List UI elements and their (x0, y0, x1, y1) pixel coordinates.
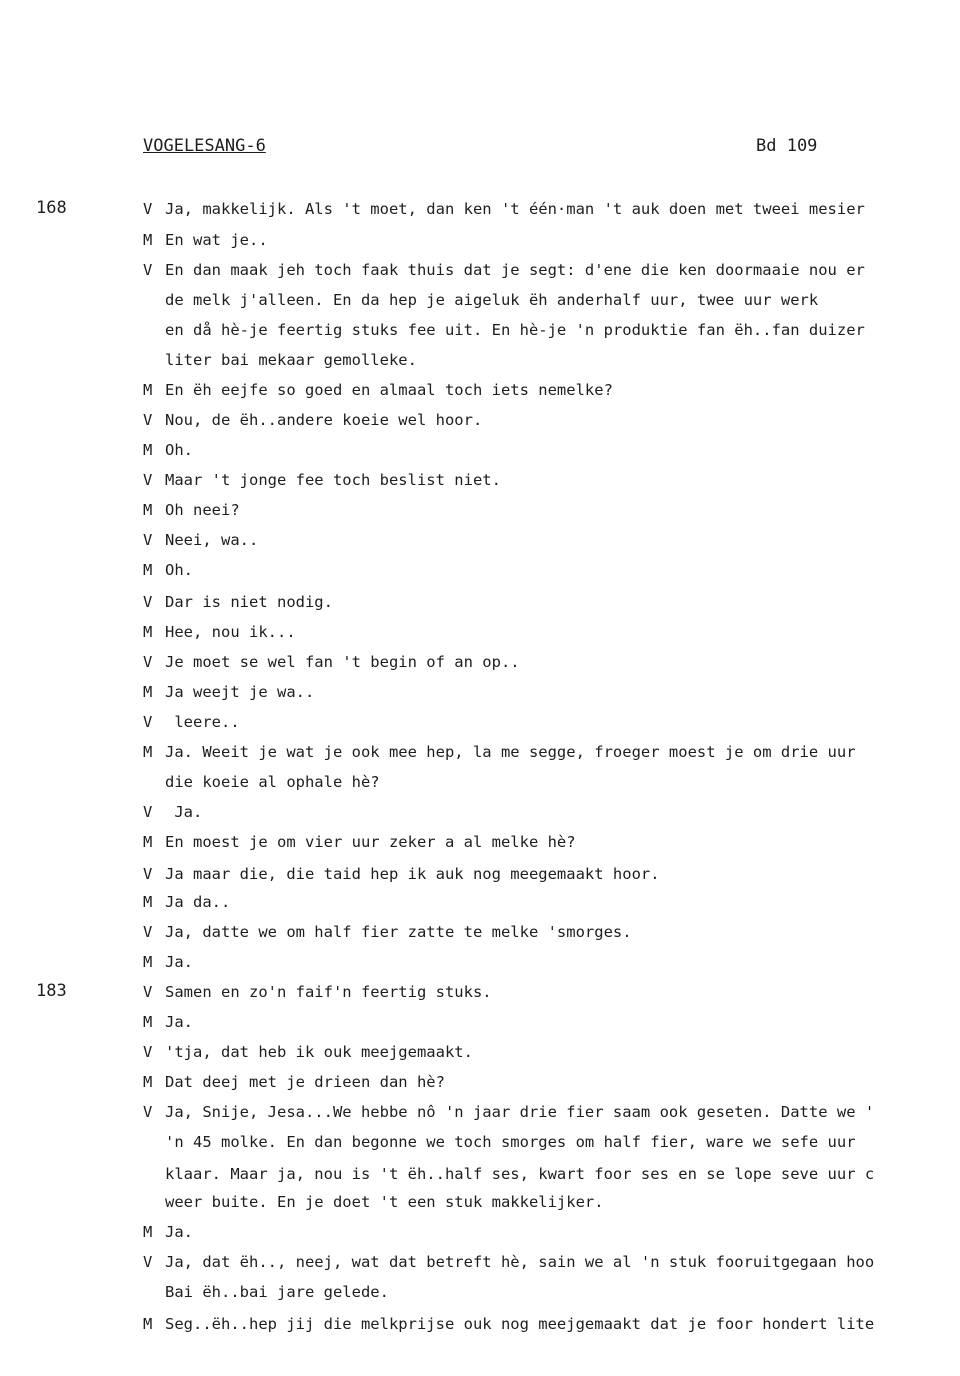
transcript-line (143, 438, 193, 462)
line-text: En moest je om vier uur zeker a al melke hè? (165, 833, 576, 851)
speaker-label: M (143, 953, 153, 971)
transcript-line (143, 830, 576, 854)
line-number: 183 (36, 981, 67, 1001)
line-text: die koeie al ophale hè? (165, 773, 380, 791)
line-text: Bai ëh..bai jare gelede. (165, 1283, 389, 1301)
transcript-line (143, 590, 333, 614)
speaker-label: V (143, 713, 153, 731)
transcript-line (165, 348, 417, 372)
line-text: Ja maar die, die taid hep ik auk nog meegemaakt hoor. (165, 865, 660, 883)
line-text: Ja. (165, 953, 193, 971)
line-text: Ja. (165, 803, 203, 821)
speaker-label: V (143, 1043, 153, 1061)
speaker-label: M (143, 893, 153, 911)
speaker-label: M (143, 441, 153, 459)
line-text: Neei, wa.. (165, 531, 259, 549)
transcript-line (143, 980, 492, 1004)
line-text: Hee, nou ik... (165, 623, 296, 641)
line-text: en då hè-je feertig stuks fee uit. En hè-je 'n produktie fan ëh..fan duizer (165, 321, 865, 339)
speaker-label: M (143, 623, 153, 641)
line-text: Oh neei? (165, 501, 240, 519)
speaker-label: V (143, 200, 153, 218)
line-text: En wat je.. (165, 231, 268, 249)
transcript-line (143, 197, 865, 221)
line-text: Ja da.. (165, 893, 231, 911)
speaker-label: V (143, 531, 153, 549)
speaker-label: V (143, 653, 153, 671)
speaker-label: V (143, 803, 153, 821)
document-title: VOGELESANG-6 (143, 136, 266, 156)
speaker-label: M (143, 1073, 153, 1091)
transcript-line (165, 1130, 856, 1154)
line-text: klaar. Maar ja, nou is 't ëh..half ses, kwart foor ses en se lope seve uur c (165, 1165, 875, 1183)
line-text: Ja. (165, 1013, 193, 1031)
line-text: Dat deej met je drieen dan hè? (165, 1073, 445, 1091)
speaker-label: M (143, 381, 153, 399)
transcript-line (143, 408, 482, 432)
transcript-line (143, 650, 520, 674)
line-text: Oh. (165, 441, 193, 459)
transcript-line (165, 1190, 604, 1214)
transcript-line (143, 680, 314, 704)
line-text: Ja, Snije, Jesa...We hebbe nô 'n jaar drie fier saam ook geseten. Datte we ' (165, 1103, 875, 1121)
transcript-line (165, 288, 818, 312)
line-text: Dar is niet nodig. (165, 593, 333, 611)
transcript-line (143, 468, 501, 492)
line-text: En dan maak jeh toch faak thuis dat je segt: d'ene die ken doormaaie nou er (165, 261, 865, 279)
line-text: 'tja, dat heb ik ouk meejgemaakt. (165, 1043, 473, 1061)
speaker-label: M (143, 1223, 153, 1241)
speaker-label: V (143, 593, 153, 611)
line-number: 168 (36, 198, 67, 218)
speaker-label: V (143, 865, 153, 883)
transcript-line (143, 378, 613, 402)
line-text: Ja. Weeit je wat je ook mee hep, la me segge, froeger moest je om drie uur (165, 743, 856, 761)
speaker-label: V (143, 1103, 153, 1121)
transcript-line (165, 1280, 389, 1304)
transcript-line (165, 318, 865, 342)
transcript-line (143, 558, 193, 582)
line-text: leere.. (165, 713, 240, 731)
transcript-line (143, 1100, 874, 1124)
speaker-label: V (143, 471, 153, 489)
transcript-line (143, 920, 632, 944)
transcript-line (165, 770, 380, 794)
speaker-label: M (143, 743, 153, 761)
speaker-label: M (143, 1013, 153, 1031)
transcript-line (143, 890, 230, 914)
line-text: liter bai mekaar gemolleke. (165, 351, 417, 369)
transcript-line (165, 1162, 874, 1186)
line-text: Samen en zo'n faif'n feertig stuks. (165, 983, 492, 1001)
transcript-line (143, 1250, 874, 1274)
line-text: de melk j'alleen. En da hep je aigeluk ëh anderhalf uur, twee uur werk (165, 291, 819, 309)
transcript-line (143, 528, 258, 552)
line-text: Seg..ëh..hep jij die melkprijse ouk nog meejgemaakt dat je foor hondert lite (165, 1315, 875, 1333)
line-text: Ja, datte we om half fier zatte te melke 'smorges. (165, 923, 632, 941)
line-text: Ja, dat ëh.., neej, wat dat betreft hè, sain we al 'n stuk fooruitgegaan hoo (165, 1253, 875, 1271)
speaker-label: M (143, 501, 153, 519)
speaker-label: V (143, 923, 153, 941)
line-text: Ja. (165, 1223, 193, 1241)
transcript-line (143, 258, 865, 282)
line-text: Ja weejt je wa.. (165, 683, 315, 701)
speaker-label: M (143, 683, 153, 701)
transcript-line (143, 800, 202, 824)
transcript-line (143, 710, 240, 734)
speaker-label: M (143, 561, 153, 579)
transcript-line (143, 950, 193, 974)
speaker-label: V (143, 411, 153, 429)
transcript-line (143, 1010, 193, 1034)
transcript-line (143, 740, 856, 764)
transcript-line (143, 862, 660, 886)
transcript-line (143, 620, 296, 644)
speaker-label: M (143, 833, 153, 851)
line-text: Oh. (165, 561, 193, 579)
transcript-line (143, 1220, 193, 1244)
transcript-line (143, 1040, 473, 1064)
line-text: Maar 't jonge fee toch beslist niet. (165, 471, 501, 489)
line-text: Nou, de ëh..andere koeie wel hoor. (165, 411, 483, 429)
transcript-line (143, 1312, 874, 1336)
line-text: En ëh eejfe so goed en almaal toch iets nemelke? (165, 381, 613, 399)
line-text: Je moet se wel fan 't begin of an op.. (165, 653, 520, 671)
line-text: 'n 45 molke. En dan begonne we toch smorges om half fier, ware we sefe uur (165, 1133, 856, 1151)
speaker-label: M (143, 1315, 153, 1333)
line-text: Ja, makkelijk. Als 't moet, dan ken 't één·man 't auk doen met tweei mesier (165, 200, 865, 218)
transcript-line (143, 1070, 445, 1094)
speaker-label: V (143, 983, 153, 1001)
speaker-label: V (143, 261, 153, 279)
speaker-label: V (143, 1253, 153, 1271)
transcript-line (143, 498, 240, 522)
speaker-label: M (143, 231, 153, 249)
line-text: weer buite. En je doet 't een stuk makkelijker. (165, 1193, 604, 1211)
document-reference: Bd 109 (756, 136, 818, 156)
transcript-line (143, 228, 268, 252)
